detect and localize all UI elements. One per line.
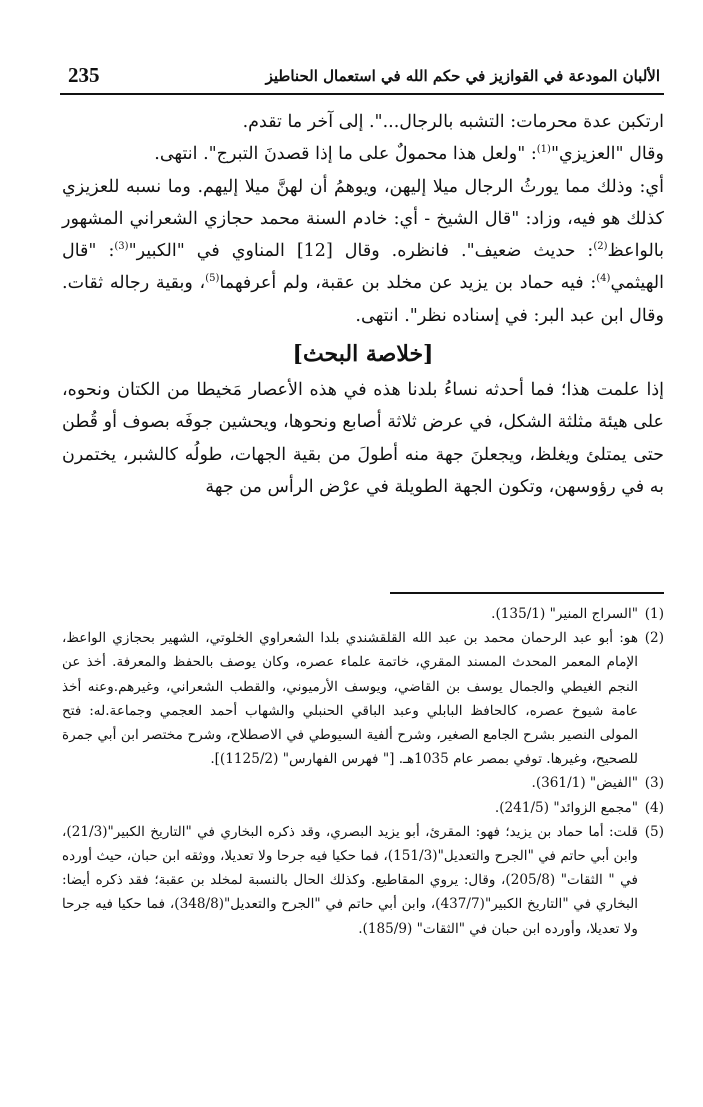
footnote-1 — [62, 602, 664, 626]
page-number: 235 — [68, 63, 100, 87]
paragraph-3-part-e: ، وبقية رجاله ثقات. وقال ابن عبد البر: في إسناده نظر". انتهى. — [62, 273, 664, 326]
paragraph-4: إذا علمت هذا؛ فما أحدثه نساءُ بلدنا هذه في هذه الأعصار مَخيطا من الكتان ونحوه، على هيئة مثلثة الشكل، في عرض ثلاثة أصابع ونحوها، ويحشين جوفَه بصوف أو قُطن حتى يمتلئ ويغلظ، ويجعلنَ جهة منه أطولَ من بقية الجهات، طولُه كالشبر، يختمرن به في رؤوسهن، وتكون الجهة الطويلة في عرْض الرأس من جهة — [62, 380, 664, 497]
header-rule — [60, 93, 664, 95]
paragraph-3-part-b: : حديث ضعيف". فانظره. وقال [12] المناوي في "الكبير" — [128, 241, 594, 262]
paragraph-3-part-d: : فيه حماد بن يزيد عن مخلد بن عقبة، ولم أعرفهما — [219, 273, 597, 294]
paragraph-1: ارتكبن عدة محرمات: التشبه بالرجال...". إلى آخر ما تقدم. — [242, 112, 664, 132]
running-title: الألبان المودعة في القوازيز في حكم الله في استعمال الحناطيز — [265, 67, 660, 85]
paragraph-2 — [62, 138, 664, 170]
footnote-separator — [390, 592, 664, 594]
footnote-text: "السراج المنير" (135/1). — [491, 606, 638, 622]
footnote-ref-2: (2) — [593, 241, 608, 253]
footnotes — [62, 602, 664, 941]
footnote-ref-5: (5) — [205, 273, 220, 285]
section-heading: [خلاصة البحث] — [292, 341, 434, 368]
footnote-text: "الفيض" (361/1). — [531, 775, 638, 792]
footnote-number: (4) — [644, 799, 664, 816]
footnote-5 — [62, 820, 664, 941]
footnote-text: "مجمع الزوائد" (241/5). — [494, 799, 638, 816]
paragraph-2-post: : "ولعل هذا محمولٌ على ما إذا قصدنَ التبرج". انتهى. — [154, 144, 537, 165]
footnote-4 — [62, 796, 664, 820]
paragraph-2-pre: وقال "العزيزي" — [550, 144, 664, 165]
paragraph-3-part-c: : "قال الهيثمي — [62, 241, 664, 294]
footnote-number: (1) — [644, 606, 664, 622]
footnote-2 — [62, 626, 664, 771]
main-text — [62, 106, 664, 503]
page-header — [60, 62, 660, 92]
footnote-text: هو: أبو عبد الرحمان محمد بن عبد الله القلقشندي بلدا الشعراوي الخلوتي، الشهير بحجازي الواعظ، الإمام المعمر المحدث المسند المقري، خاتمة علماء عصره، وكان يوصف بالحفظ والمعرفة. أخذ عن النجم الغيطي والجمال يوسف بن القاضي، ويوسف الأرميوني، والقطب الشعراني، وغيرهم.وعنه أخذ عامة شيوخ عصره، كالحافظ البابلي وعبد الباقي الحنبلي والشهاب أحمد العجمي وجماعة.له: فتح المولى النصير بشرح الجامع الصغير، وشرح ألفية السيوطي في الاصطلاح، وشرح مختصر ابن أبي جمرة للصحيح، وغيرها. توفي بمصر عام 1035هـ. [" فهرس الفهارس" (1125/2)]. — [62, 630, 638, 768]
footnote-ref-1: (1) — [536, 144, 551, 156]
footnote-3 — [62, 771, 664, 795]
footnote-number: (5) — [644, 823, 664, 840]
paragraph-3 — [62, 171, 664, 332]
paragraph-3-part-a: أي: وذلك مما يورثُ الرجال ميلا إليهن، ويوهمُ أن لهنَّ ميلا إليهم. وما نسبه للعزيزي كذلك هو فيه، وزاد: "قال الشيخ - أي: خادم السنة محمد حجازي الشعراني المشهور بالواعظ — [62, 176, 665, 262]
footnote-text: قلت: أما حماد بن يزيد؛ فهو: المقرئ، أبو يزيد البصري، وقد ذكره البخاري في "التاريخ الكبير"(21/3)، وابن أبي حاتم في "الجرح والتعديل"(151/3)، فما حكيا فيه جرحا ولا تعديلا، ووثقه ابن حبان، حيث أورده في " الثقات" (205/8)، وقال: يروي المقاطيع. وكذلك الحال بالنسبة لمخلد بن عقبة؛ فقد ذكره أيضا: البخاري في "التاريخ الكبير"(437/7)، وابن أبي حاتم في "الجرح والتعديل"(348/8)، فما حكيا فيه جرحا ولا تعديلا، وأورده ابن حبان في "الثقات" (185/9). — [62, 823, 638, 937]
footnote-ref-3: (3) — [114, 241, 129, 253]
footnote-ref-4: (4) — [596, 273, 611, 285]
footnote-number: (3) — [644, 775, 664, 792]
footnote-number: (2) — [644, 630, 664, 647]
